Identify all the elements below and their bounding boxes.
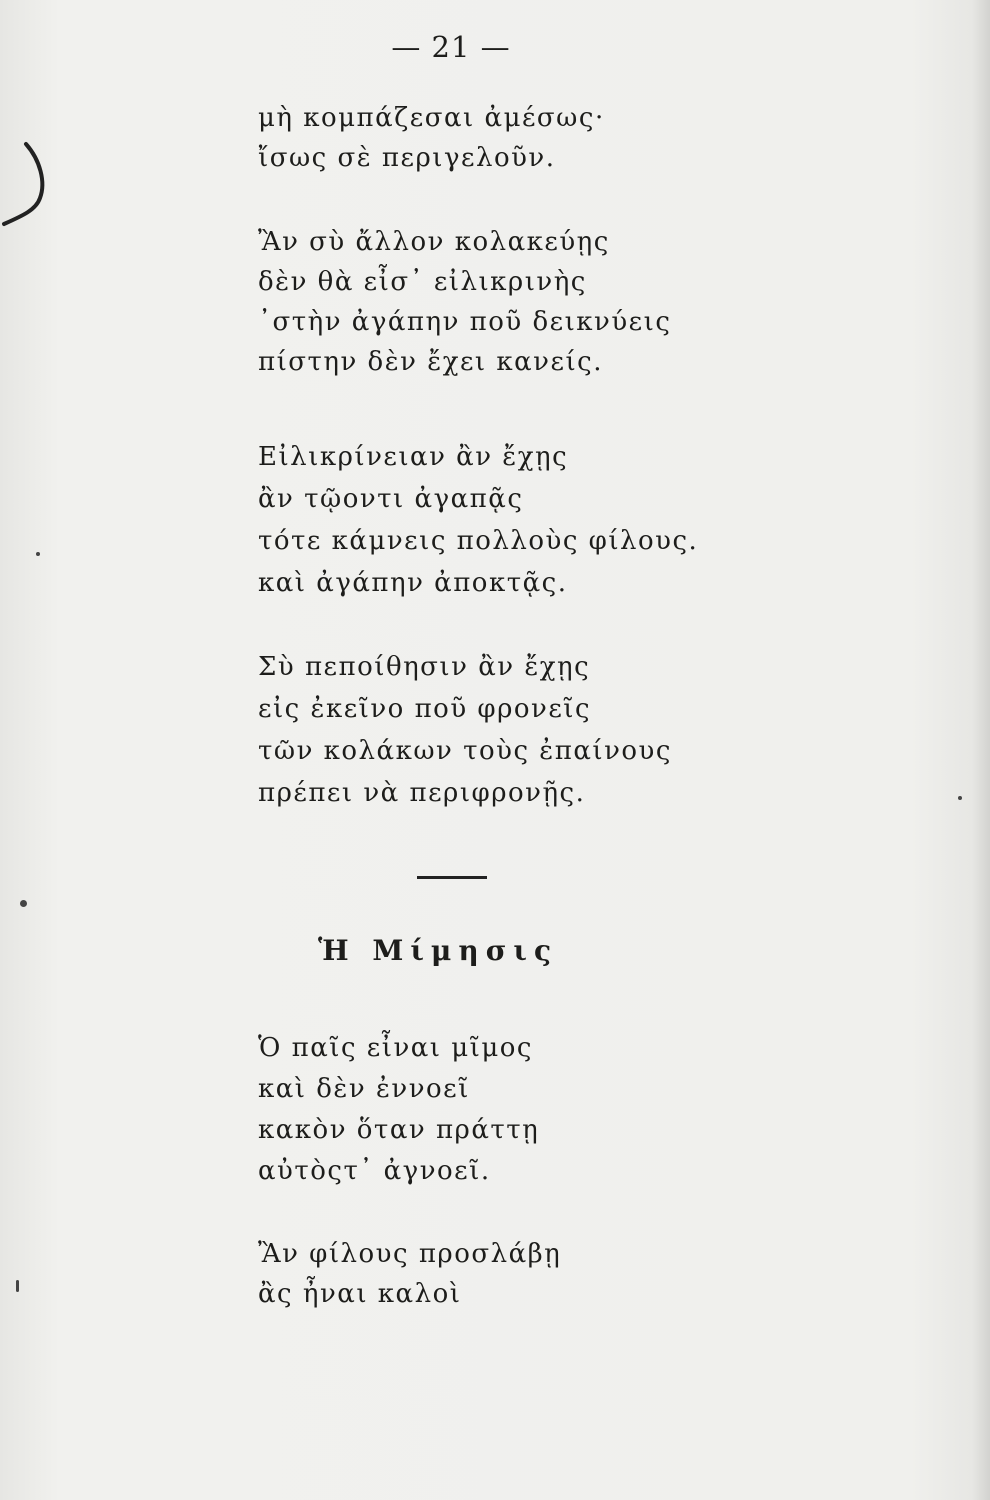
verse-line: ἂς ἦναι καλοὶ xyxy=(258,1279,462,1309)
verse-line: Ἂν σὺ ἄλλον κολακεύῃς xyxy=(258,227,610,257)
verse-line: εἰς ἐκεῖνο ποῦ φρονεῖς xyxy=(258,694,592,724)
paper-speck xyxy=(16,1280,19,1292)
verse-line: Σὺ πεποίθησιν ἂν ἔχῃς xyxy=(258,652,591,682)
section-divider xyxy=(417,876,487,879)
stanza-2 xyxy=(258,222,758,382)
paper-speck xyxy=(958,796,962,800)
poem-title: Ἡ Μίμησις xyxy=(318,934,559,967)
verse-line: καὶ ἀγάπην ἀποκτᾷς. xyxy=(258,568,568,598)
page-number: — 21 — xyxy=(391,30,511,64)
stanza-5 xyxy=(258,1028,758,1192)
verse-line: ᾽στὴν ἀγάπην ποῦ δεικνύεις xyxy=(258,307,672,337)
verse-line: Ἂν φίλους προσλάβῃ xyxy=(258,1239,562,1269)
verse-line: πρέπει νὰ περιφρονῇς. xyxy=(258,778,586,808)
verse-line: αὐτὸςτ᾽ ἀγνοεῖ. xyxy=(258,1156,491,1186)
stanza-3 xyxy=(258,436,758,604)
verse-line: κακὸν ὅταν πράττῃ xyxy=(258,1115,540,1145)
verse-line: Εἰλικρίνειαν ἂν ἔχῃς xyxy=(258,442,569,472)
verse-line: πίστην δὲν ἔχει κανείς. xyxy=(258,347,603,377)
verse-line: ἂν τῷοντι ἀγαπᾷς xyxy=(258,484,524,514)
verse-line: τῶν κολάκων τοὺς ἐπαίνους xyxy=(258,736,672,766)
verse-line: ἴσως σὲ περιγελοῦν. xyxy=(258,143,556,173)
stanza-4 xyxy=(258,646,758,814)
verse-line: μὴ κομπάζεσαι ἀμέσως· xyxy=(258,103,605,133)
verse-line: δὲν θὰ εἶσ᾽ εἰλικρινὴς xyxy=(258,267,587,297)
stanza-1 xyxy=(258,98,758,178)
margin-pencil-mark xyxy=(0,138,60,238)
paper-speck xyxy=(20,900,27,907)
stanza-6 xyxy=(258,1234,758,1314)
verse-line: Ὁ παῖς εἶναι μῖμος xyxy=(258,1033,533,1063)
paper-speck xyxy=(36,552,40,556)
verse-line: τότε κάμνεις πολλοὺς φίλους. xyxy=(258,526,699,556)
page-edge-shadow xyxy=(972,0,990,1500)
verse-line: καὶ δὲν ἐννοεῖ xyxy=(258,1074,470,1104)
